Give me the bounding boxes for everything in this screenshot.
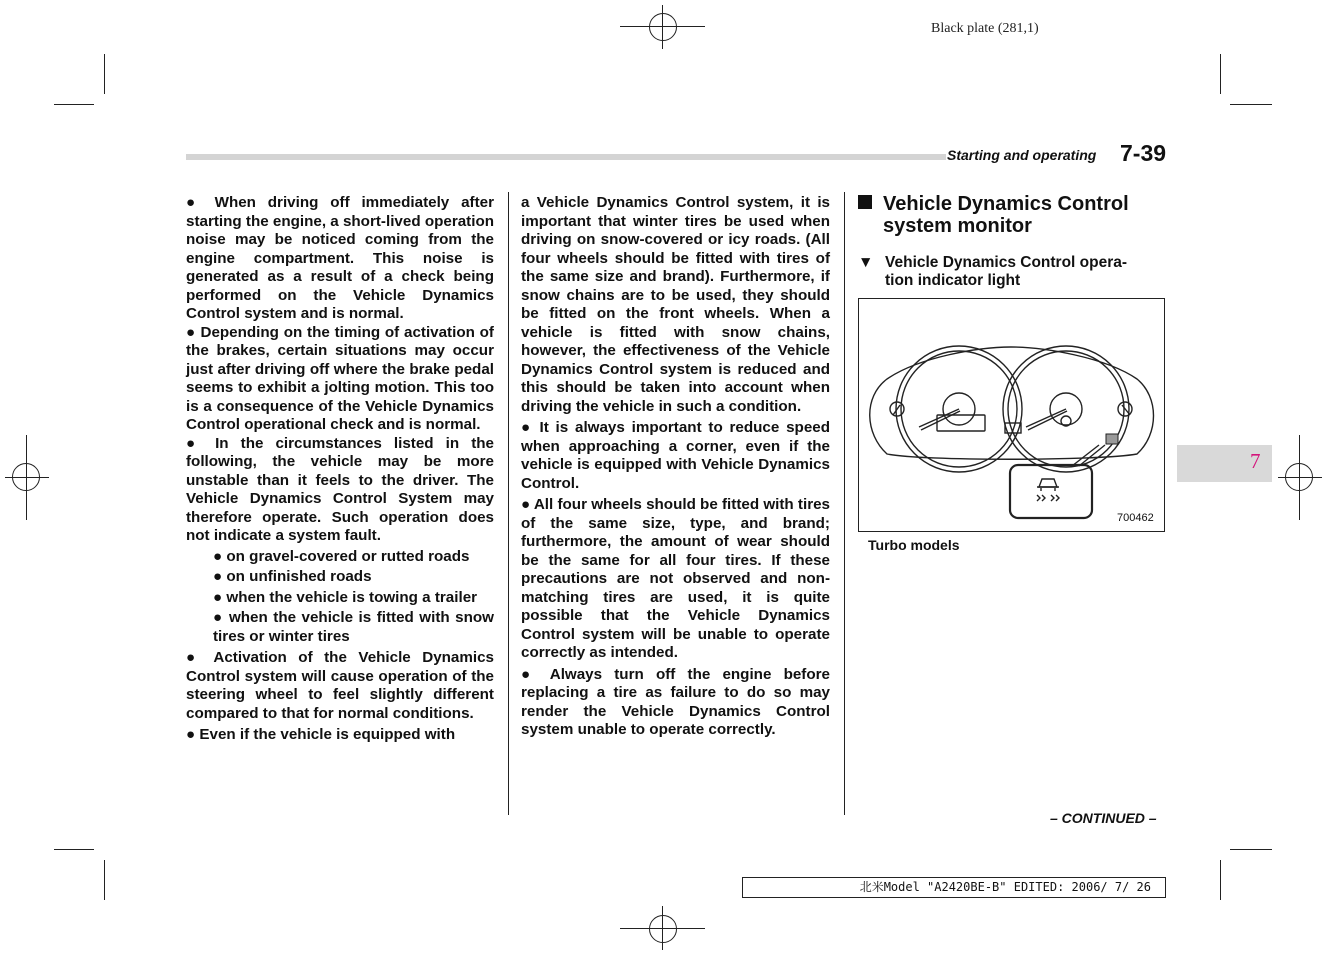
paragraph: ● In the circumstances listed in the following, the vehicle may be more unstable than it feels to the driver. The Vehicle Dynamics Control System may therefore operate. Such operation does not indicate a system fault. [186,434,494,544]
triangle-marker-icon: ▼ [858,254,874,271]
list-item: ● on unfinished roads [213,568,372,585]
header-bar [186,154,946,160]
figure-code: 700462 [1117,512,1154,524]
section-heading: Vehicle Dynamics Control system monitor [858,193,1129,237]
paragraph: ● When driving off immediately after starting the engine, a short-lived operation noise may be noticed coming from the engine compartment. This noise is generated as a result of a check being performed on the Vehicle Dynamics Control system and is normal. [186,194,495,322]
footer-edit-info: 北米Model "A2420BE-B" EDITED: 2006/ 7/ 26 [742,877,1166,898]
paragraph: ● Always turn off the engine before replacing a tire as failure to do so may render the Vehicle Dynamics Control system unable to operate correctly. [521,665,830,738]
column-1 [186,194,494,745]
column-divider [508,192,509,815]
paragraph: ● Depending on the timing of activation of the brakes, certain situations may occur just after driving off where the brake pedal seems to exhibit a jolting motion. This too is a consequence of the Vehicle Dynamics Control operational check and is normal. [186,323,494,433]
paragraph: a Vehicle Dynamics Control system, it is important that winter tires be used when driving on snow-covered or icy roads. (All four wheels should be fitted with tires of the same size and brand). Furthermore, if snow chains are to be used, they should be fitted on the front wheels. When a vehicle is fitted with snow chains, however, the effectiveness of the Vehicle Dynamics Control system is reduced and this should be taken into account when driving the vehicle in such a condition. [521,194,830,415]
plate-label: Black plate (281,1) [931,21,1039,36]
figure-caption: Turbo models [868,537,960,553]
page-number: 7-39 [1120,140,1167,166]
continued-label: – CONTINUED – [1050,810,1157,826]
paragraph: ● It is always important to reduce speed when approaching a corner, even if the vehicle is equipped with Vehicle Dynamics Control. [521,419,830,492]
chapter-number: 7 [1250,449,1261,473]
paragraph: ● All four wheels should be fitted with tires of the same size, type, and brand; furthermore, the amount of wear should be the same for all four tires. If these precautions are not observed and non-matching tires are used, it is quite possible that the Vehicle Dynamics Control system will be unable to operate correctly as intended. [521,496,831,661]
subsection-heading: ▼ Vehicle Dynamics Control opera- tion indicator light [858,254,1128,289]
instrument-cluster-figure [858,298,1165,532]
column-2 [521,194,830,740]
square-bullet-icon [858,195,872,209]
instrument-cluster-illustration [859,299,1164,531]
list-item: ● when the vehicle is towing a trailer [213,588,478,606]
list-item: ● when the vehicle is fitted with snow tires or winter tires [213,609,494,645]
paragraph: ● Activation of the Vehicle Dynamics Control system will cause operation of the steering wheel to feel slightly different compared to that for normal conditions. [186,649,494,722]
list-item: ● on gravel-covered or rutted roads [213,547,470,565]
section-title: Starting and operating [947,147,1097,163]
column-divider [844,192,845,815]
paragraph: ● Even if the vehicle is equipped with [186,726,456,743]
